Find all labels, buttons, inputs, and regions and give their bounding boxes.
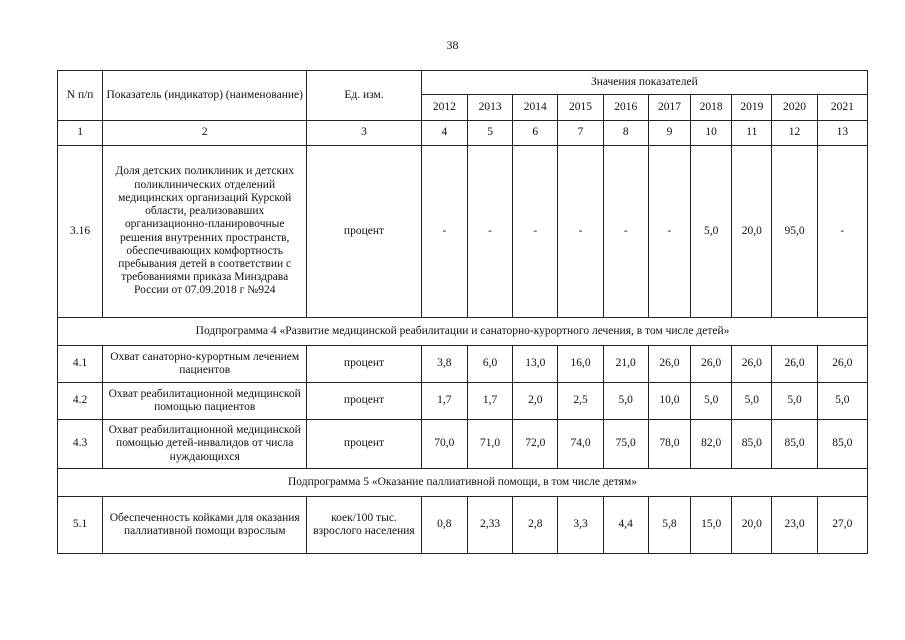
header-year: 2012 <box>421 95 467 121</box>
header-unit: Ед. изм. <box>307 71 422 121</box>
header-year: 2019 <box>732 95 772 121</box>
row-value: 2,0 <box>513 383 558 420</box>
column-number: 6 <box>513 121 558 146</box>
row-value: 85,0 <box>732 420 772 469</box>
row-value: 3,3 <box>558 497 603 554</box>
row-value: 5,8 <box>648 497 690 554</box>
row-value: 5,0 <box>603 383 648 420</box>
row-value: 4,4 <box>603 497 648 554</box>
column-number: 9 <box>648 121 690 146</box>
row-indicator: Охват реабилитационной медицинской помощью детей-инвалидов от числа нуждающихся <box>103 420 307 469</box>
header-num: N п/п <box>58 71 103 121</box>
table-row <box>58 497 868 554</box>
row-value: 70,0 <box>421 420 467 469</box>
row-value: 26,0 <box>648 346 690 383</box>
row-value: - <box>603 146 648 318</box>
header-year: 2020 <box>772 95 817 121</box>
subprogram-5-title: Подпрограмма 5 «Оказание паллиативной помощи, в том числе детям» <box>58 469 868 497</box>
row-value: 26,0 <box>817 346 867 383</box>
row-code: 4.1 <box>58 346 103 383</box>
row-value: 13,0 <box>513 346 558 383</box>
table-row <box>58 420 868 469</box>
header-year: 2021 <box>817 95 867 121</box>
row-value: 71,0 <box>467 420 512 469</box>
row-value: 5,0 <box>691 146 732 318</box>
row-indicator: Обеспеченность койками для оказания паллиативной помощи взрослым <box>103 497 307 554</box>
column-number: 13 <box>817 121 867 146</box>
header-values: Значения показателей <box>421 71 867 95</box>
column-number: 5 <box>467 121 512 146</box>
column-number: 11 <box>732 121 772 146</box>
row-code: 3.16 <box>58 146 103 318</box>
column-number: 1 <box>58 121 103 146</box>
row-value: 20,0 <box>732 146 772 318</box>
row-indicator: Охват реабилитационной медицинской помощью пациентов <box>103 383 307 420</box>
row-value: - <box>467 146 512 318</box>
row-value: 74,0 <box>558 420 603 469</box>
row-value: 21,0 <box>603 346 648 383</box>
row-code: 4.2 <box>58 383 103 420</box>
header-year: 2014 <box>513 95 558 121</box>
subprogram-row <box>58 469 868 497</box>
row-unit: процент <box>307 146 422 318</box>
row-value: 3,8 <box>421 346 467 383</box>
row-value: 5,0 <box>732 383 772 420</box>
column-number: 8 <box>603 121 648 146</box>
table-row <box>58 383 868 420</box>
subprogram-row <box>58 318 868 346</box>
column-number: 3 <box>307 121 422 146</box>
row-value: 15,0 <box>691 497 732 554</box>
row-unit: процент <box>307 420 422 469</box>
row-unit: коек/100 тыс. взрослого населения <box>307 497 422 554</box>
column-number: 12 <box>772 121 817 146</box>
row-value: - <box>421 146 467 318</box>
header-year: 2015 <box>558 95 603 121</box>
row-value: 26,0 <box>691 346 732 383</box>
subprogram-4-title: Подпрограмма 4 «Развитие медицинской реабилитации и санаторно-курортного лечения, в том числе детей» <box>58 318 868 346</box>
indicators-table <box>57 70 868 554</box>
column-number: 2 <box>103 121 307 146</box>
row-indicator: Доля детских поликлиник и детских поликлинических отделений медицинских организаций Курской области, реализовавших организационно-планировочные решения внутренних пространств, обеспечивающих комфортность пребывания детей в соответствии с требованиями приказа Минздрава России от 07.09.2018 г №924 <box>103 146 307 318</box>
table-row <box>58 146 868 318</box>
column-number: 4 <box>421 121 467 146</box>
row-value: 0,8 <box>421 497 467 554</box>
row-value: 2,33 <box>467 497 512 554</box>
row-value: 85,0 <box>772 420 817 469</box>
page-number: 38 <box>446 38 459 52</box>
row-value: 23,0 <box>772 497 817 554</box>
table-row <box>58 346 868 383</box>
header-year: 2013 <box>467 95 512 121</box>
row-value: - <box>648 146 690 318</box>
column-number: 10 <box>691 121 732 146</box>
header-indicator: Показатель (индикатор) (наименование) <box>103 71 307 121</box>
row-unit: процент <box>307 346 422 383</box>
row-value: 27,0 <box>817 497 867 554</box>
row-value: 72,0 <box>513 420 558 469</box>
header-year: 2018 <box>691 95 732 121</box>
row-value: 5,0 <box>817 383 867 420</box>
column-numbers-row <box>58 121 868 146</box>
row-code: 4.3 <box>58 420 103 469</box>
row-value: 2,5 <box>558 383 603 420</box>
row-value: 75,0 <box>603 420 648 469</box>
row-value: 10,0 <box>648 383 690 420</box>
row-value: 1,7 <box>421 383 467 420</box>
row-value: - <box>513 146 558 318</box>
row-value: 26,0 <box>732 346 772 383</box>
row-value: 5,0 <box>772 383 817 420</box>
header-row <box>58 71 868 95</box>
row-code: 5.1 <box>58 497 103 554</box>
row-value: 85,0 <box>817 420 867 469</box>
row-indicator: Охват санаторно-курортным лечением пациентов <box>103 346 307 383</box>
header-year: 2017 <box>648 95 690 121</box>
row-value: 95,0 <box>772 146 817 318</box>
row-value: 16,0 <box>558 346 603 383</box>
column-number: 7 <box>558 121 603 146</box>
row-value: - <box>558 146 603 318</box>
row-value: 26,0 <box>772 346 817 383</box>
row-value: 78,0 <box>648 420 690 469</box>
row-value: 2,8 <box>513 497 558 554</box>
row-value: 1,7 <box>467 383 512 420</box>
row-value: 6,0 <box>467 346 512 383</box>
header-year: 2016 <box>603 95 648 121</box>
row-value: - <box>817 146 867 318</box>
row-value: 20,0 <box>732 497 772 554</box>
row-value: 5,0 <box>691 383 732 420</box>
row-value: 82,0 <box>691 420 732 469</box>
row-unit: процент <box>307 383 422 420</box>
